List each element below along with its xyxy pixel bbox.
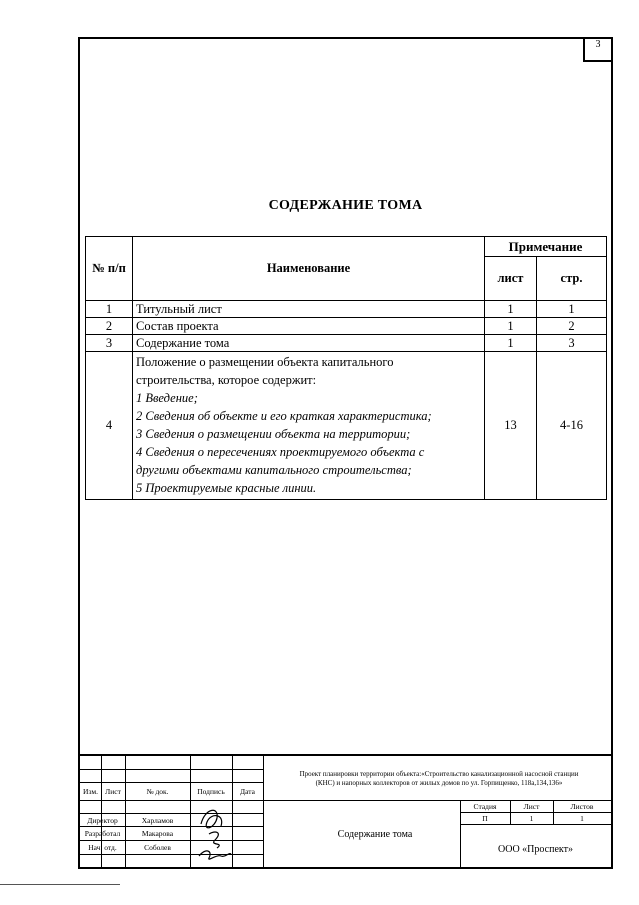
- header-page: стр.: [537, 257, 607, 301]
- row-name: Содержание тома: [133, 335, 485, 352]
- row-page: 2: [537, 318, 607, 335]
- table-row: [86, 335, 607, 352]
- row-name: Титульный лист: [133, 301, 485, 318]
- doc-title: Содержание тома: [337, 829, 413, 840]
- row-number: 1: [86, 301, 133, 318]
- sheet-number-box: [583, 37, 613, 62]
- scan-edge-line: [0, 884, 120, 885]
- row-page: 4-16: [537, 352, 607, 500]
- col-date: Дата: [240, 787, 255, 796]
- row-name-line: 2 Сведения об объекте и его краткая характеристика;: [136, 409, 432, 423]
- project-line: (КНС) и напорных коллекторов от жилых домов по ул. Горпищенко, 118а,134,136»: [315, 779, 563, 787]
- row-name-line: 5 Проектируемые красные линии.: [136, 481, 317, 495]
- role-label: Нач. отд.: [88, 843, 117, 852]
- person-name: Соболев: [144, 843, 171, 852]
- role-label: Директор: [87, 816, 118, 825]
- row-name: [133, 352, 485, 500]
- header-number: № п/п: [86, 237, 133, 301]
- row-name-line: 4 Сведения о пересечениях проектируемого объекта с: [136, 445, 425, 459]
- project-line: Проект планировки территории объекта:«Строительство канализационной насосной станции: [299, 770, 579, 778]
- row-name-line: 1 Введение;: [136, 391, 198, 405]
- row-name-line: 3 Сведения о размещении объекта на территории;: [136, 427, 411, 441]
- sheets-label: Листов: [570, 802, 594, 811]
- sheet-number: 3: [595, 39, 601, 50]
- header-sheet: лист: [485, 257, 537, 301]
- row-name-line: другими объектами капитального строительства;: [136, 463, 412, 477]
- row-name-line: Положение о размещении объекта капитального: [136, 355, 394, 369]
- row-sheet: 13: [485, 352, 537, 500]
- page-title: СОДЕРЖАНИЕ ТОМА: [268, 198, 423, 213]
- sheet-label: Лист: [523, 802, 540, 811]
- sheets-value: 1: [580, 814, 584, 823]
- stage-label: Стадия: [473, 802, 497, 811]
- company-name: ООО «Проспект»: [498, 844, 573, 855]
- header-name: Наименование: [133, 237, 485, 301]
- person-name: Харламов: [141, 816, 174, 825]
- signature-icon: [195, 804, 233, 866]
- row-name: Состав проекта: [133, 318, 485, 335]
- col-sign: Подпись: [197, 787, 225, 796]
- row-name-line: строительства, которое содержит:: [136, 373, 317, 387]
- row-number: 3: [86, 335, 133, 352]
- project-description: [267, 770, 611, 788]
- col-doc: № док.: [146, 787, 169, 796]
- table-row: [86, 352, 607, 500]
- row-sheet: 1: [485, 301, 537, 318]
- header-note: Примечание: [485, 237, 607, 257]
- stage-value: П: [482, 814, 488, 823]
- table-row: [86, 301, 607, 318]
- drawing-frame: [78, 37, 613, 869]
- contents-table: [85, 236, 607, 500]
- row-sheet: 1: [485, 318, 537, 335]
- row-page: 1: [537, 301, 607, 318]
- person-name: Макарова: [141, 829, 174, 838]
- row-sheet: 1: [485, 335, 537, 352]
- row-number: 2: [86, 318, 133, 335]
- sheet-value: 1: [529, 814, 534, 823]
- col-list: Лист: [105, 787, 121, 796]
- row-page: 3: [537, 335, 607, 352]
- col-izm: Изм.: [83, 787, 98, 796]
- title-block: [80, 754, 611, 869]
- role-label: Разработал: [84, 829, 121, 838]
- row-number: 4: [86, 352, 133, 500]
- table-row: [86, 318, 607, 335]
